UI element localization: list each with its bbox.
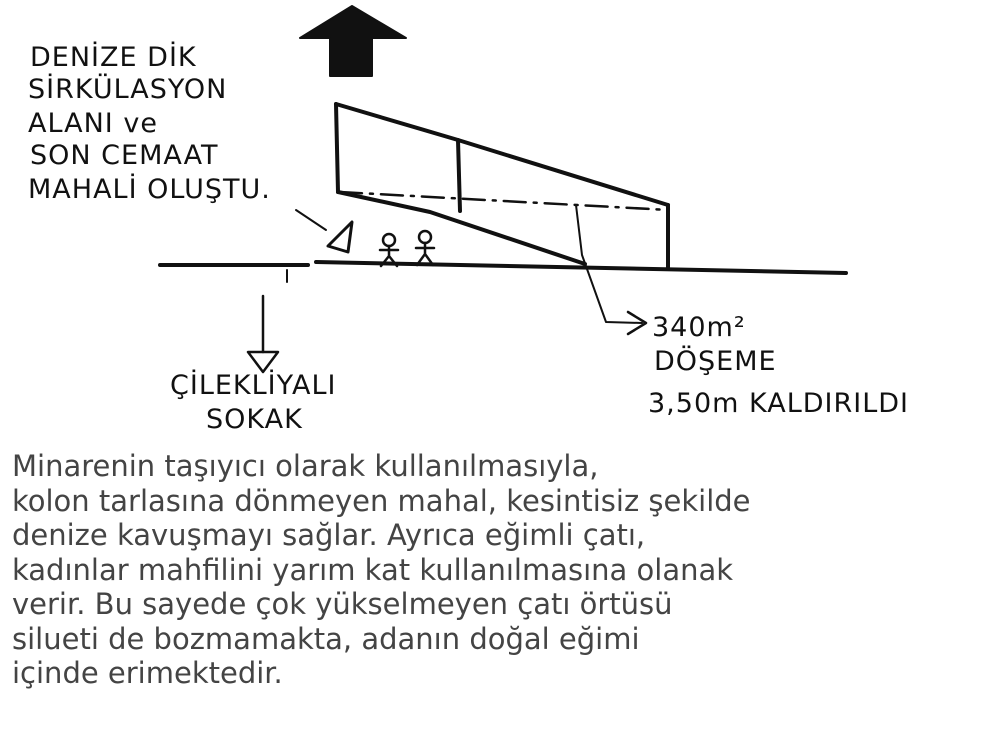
description-line: verir. Bu sayede çok yükselmeyen çatı örtüsü	[12, 587, 673, 621]
down-arrow-icon	[248, 296, 278, 372]
circulation-note-line: MAHALİ OLUŞTU.	[28, 174, 271, 205]
circulation-note	[28, 41, 271, 205]
description-paragraph	[12, 449, 972, 691]
circulation-note-line: SON CEMAAT	[30, 140, 219, 171]
up-arrow-icon	[300, 6, 406, 76]
circulation-note-line: SİRKÜLASYON	[28, 74, 228, 105]
entrance-marker	[296, 210, 352, 252]
street-note-line: ÇİLEKLİYALI	[170, 370, 337, 401]
ground-line	[160, 262, 846, 282]
description-line: kadınlar mahfilini yarım kat kullanılmasına olanak	[12, 552, 734, 587]
floor-note	[648, 312, 909, 419]
floor-note-line: 340m²	[652, 312, 746, 343]
circulation-note-line: DENİZE DİK	[30, 42, 197, 73]
floor-note-line: DÖŞEME	[654, 346, 777, 377]
street-note-line: SOKAK	[206, 404, 303, 435]
street-note	[170, 369, 346, 435]
description-line: içinde erimektedir.	[12, 656, 283, 690]
description-line: silueti de bozmamakta, adanın doğal eğimi	[12, 621, 640, 656]
description-line: denize kavuşmayı sağlar. Ayrıca eğimli çatı,	[12, 518, 646, 552]
description-line: Minarenin taşıyıcı olarak kullanılmasıyla,	[12, 449, 599, 483]
description-line: kolon tarlasına dönmeyen mahal, kesintisiz şekilde	[12, 483, 751, 518]
people-figures-icon	[380, 231, 434, 266]
circulation-note-line: ALANI ve	[28, 108, 158, 139]
floor-note-line: 3,50m KALDIRILDI	[648, 388, 910, 419]
building-section	[336, 104, 668, 334]
